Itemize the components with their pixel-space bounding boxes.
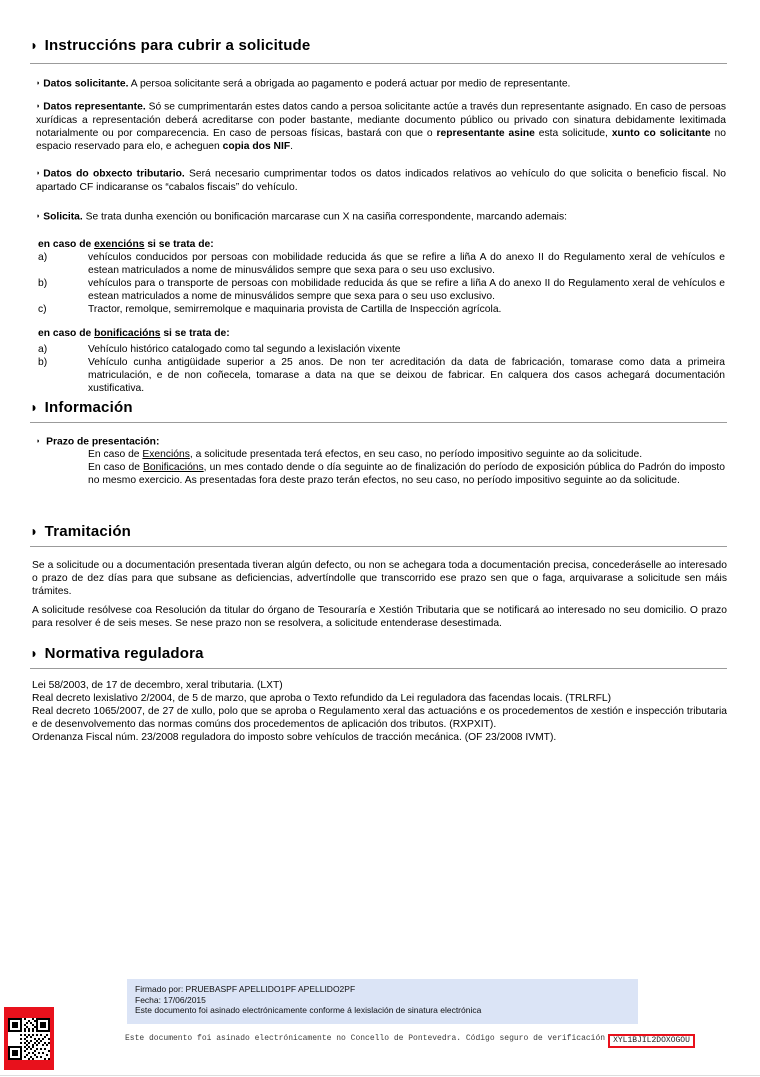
heading-instructions <box>30 37 727 54</box>
normativa-line: Real decreto 1065/2007, de 27 de xullo, polo que se aproba o Regulamento xeral das actuacións e os procedementos de xestión e inspección tributaria e de desenvolvemento das normas comúns dos procedementos de aplicación dos tributos. (RXPXIT). <box>32 706 727 730</box>
heading-normativa-label: Normativa reguladora <box>44 645 204 662</box>
exencions-list <box>38 251 725 316</box>
section-bullet-icon: ◗ <box>30 37 39 53</box>
verification-footer <box>125 1034 745 1048</box>
line-keyword: Bonificacións <box>143 462 204 473</box>
paragraph-text: Só se cumprimentarán estes datos cando a persoa solicitante actúe a través dun representante asignado. En caso de persoas xurídicas a representación deberá acreditarse con poder bastante, mediante documento público ou privado con sinatura debidamente lexitimada notarialmente ou por comparecencia. En caso de persoas físicas, bastará con que o <box>36 101 727 139</box>
paragraph-label: Datos representante. <box>43 101 146 113</box>
list-item <box>38 356 725 395</box>
bonificacions-list <box>38 343 725 395</box>
paragraph-text: . <box>290 140 294 152</box>
normativa-line: Real decreto lexislativo 2/2004, de 5 de marzo, que aproba o Texto refundido da Lei reguladora das facendas locais. (TRLRFL) <box>32 693 612 704</box>
list-item-key: b) <box>38 357 48 368</box>
prazo-line <box>88 461 725 487</box>
paragraph-text: no espacio reservado para elo, e acheguen <box>36 127 726 152</box>
prazo-line <box>88 448 725 461</box>
normativa-line: Ordenanza Fiscal núm. 23/2008 reguladora do imposto sobre vehículos de tracción mecánica. (OF 23/2008 IVMT). <box>32 732 557 743</box>
paragraph-datos-obxecto <box>36 167 726 194</box>
paragraph-datos-representante <box>36 100 726 153</box>
heading-informacion <box>30 399 727 416</box>
heading-text: en caso de <box>38 239 95 250</box>
paragraph-datos-solicitante <box>36 77 726 91</box>
heading-rule <box>30 63 727 64</box>
heading-tramitacion-label: Tramitación <box>44 523 132 540</box>
list-item <box>38 277 725 303</box>
paragraph-bold-text: representante asine <box>436 127 535 139</box>
heading-informacion-label: Información <box>44 399 133 416</box>
verification-text: Este documento foi asinado electrónicamente no Concello de Pontevedra. Código seguro de verificación <box>125 1034 606 1043</box>
item-bullet-icon: ◗ <box>36 170 41 177</box>
heading-instructions-label: Instruccións para cubrir a solicitude <box>44 37 311 54</box>
prazo-label <box>36 435 726 449</box>
list-item-text: Vehículo histórico catalogado como tal segundo a lexislación vixente <box>88 344 401 355</box>
item-bullet-icon: ◗ <box>36 80 41 87</box>
list-item-text: Vehículo cunha antigüidade superior a 25 anos. De non ter acreditación da data de fabricación, tomarase como data a primeira matriculación, e de non coñecela, tomarase a data na que se deixou de fabricar. En calquera dos casos achegará documentación xustificativa. <box>88 357 725 394</box>
bonificacions-heading <box>38 327 725 340</box>
paragraph-label: Datos do obxecto tributario. <box>43 168 185 180</box>
section-bullet-icon: ◗ <box>30 523 39 539</box>
page-bottom-edge <box>0 1075 760 1076</box>
heading-text: en caso de <box>38 328 95 339</box>
section-bullet-icon: ◗ <box>30 645 39 661</box>
heading-rule <box>30 422 727 423</box>
list-item-key: a) <box>38 252 48 263</box>
section-bullet-icon: ◗ <box>30 399 39 415</box>
normativa-list <box>32 679 727 744</box>
normativa-line: Lei 58/2003, de 17 de decembro, xeral tributaria. (LXT) <box>32 680 283 691</box>
list-item-key: a) <box>38 344 48 355</box>
verification-code-badge: XYL1BJIL2DOXOGOU <box>608 1034 695 1048</box>
paragraph-label: Prazo de presentación: <box>46 436 160 448</box>
signature-signed-by: Firmado por: PRUEBASPF APELLIDO1PF APELLIDO2PF <box>135 984 356 994</box>
paragraph-label: Solicita. <box>43 211 83 223</box>
list-item-text: vehículos para o transporte de persoas con mobilidade reducida ás que se refire a liña A do anexo II do Regulamento xeral de vehículos e estean matriculados a nome de minusválidos sempre que sexa para o seu uso exclusivo. <box>88 278 725 302</box>
heading-keyword: bonificacións <box>94 328 161 339</box>
line-keyword: Exencións <box>142 449 190 460</box>
heading-text: si se trata de: <box>160 328 230 339</box>
paragraph-bold-text: copia dos NIF <box>222 140 291 152</box>
paragraph-solicita <box>36 210 726 224</box>
heading-keyword: exencións <box>94 239 145 250</box>
tramitacion-paragraph-2: A solicitude resólvese coa Resolución da titular do órgano de Tesouraría e Xestión Tributaria que se notificará ao interesado no seu domicilio. O prazo para resolver é de seis meses. Se nese prazo non se resolvera, a solicitude entenderase desestimada. <box>32 605 727 629</box>
list-item <box>38 303 725 316</box>
prazo-lines <box>88 448 725 487</box>
signature-date: Fecha: 17/06/2015 <box>135 994 206 1005</box>
list-item <box>38 343 725 356</box>
item-bullet-icon: ◗ <box>36 213 41 220</box>
paragraph-bold-text: xunto co solicitante <box>611 127 711 139</box>
paragraph-text: Se trata dunha exención ou bonificación marcarase cun X na casiña correspondente, marcando ademais: <box>82 211 567 223</box>
line-text: En caso de <box>88 449 143 460</box>
list-item-key: c) <box>38 304 47 315</box>
line-text: En caso de <box>88 462 143 473</box>
paragraph-text: esta solicitude, <box>534 127 612 139</box>
paragraph-text: A persoa solicitante será a obrigada ao pagamento e poderá actuar por medio de representante. <box>128 78 571 90</box>
heading-tramitacion <box>30 523 727 540</box>
heading-rule <box>30 668 727 669</box>
list-item-text: vehículos conducidos por persoas con mobilidade reducida ás que se refire a liña A do anexo II do Regulamento xeral de vehículos e estean matriculados a nome de minusválidos sempre que sexa para o seu uso exclusivo. <box>88 252 725 276</box>
paragraph-label: Datos solicitante. <box>43 78 129 90</box>
exencions-heading <box>38 238 725 251</box>
list-item-key: b) <box>38 278 48 289</box>
heading-text: si se trata de: <box>144 239 214 250</box>
heading-rule <box>30 546 727 547</box>
paragraph-text: Será necesario cumprimentar todos os datos indicados relativos ao vehículo do que solicita o beneficio fiscal. No apartado CF indicaranse os “cabalos fiscais” do vehículo. <box>36 168 726 193</box>
item-bullet-icon: ◗ <box>36 438 41 445</box>
signature-note: Este documento foi asinado electrónicamente conforme á lexislación de sinatura electrónica <box>135 1005 482 1015</box>
signature-box <box>127 979 638 1024</box>
heading-normativa <box>30 645 727 662</box>
tramitacion-paragraph-1: Se a solicitude ou a documentación presentada tiveran algún defecto, ou non se achegara toda a documentación precisa, concederáselle ao interesado o prazo de dez días para que subsane as deficiencias, advertíndolle que transcorrido ese prazo sen que o faga, arquivarase a solicitude sen máis trámites. <box>32 560 727 597</box>
qr-code-icon <box>4 1007 54 1070</box>
list-item <box>38 251 725 277</box>
list-item-text: Tractor, remolque, semirremolque e maquinaria provista de Cartilla de Inspección agrícola. <box>88 304 502 315</box>
line-text: , a solicitude presentada terá efectos, en seu caso, no período impositivo seguinte ao da solicitude. <box>189 449 643 460</box>
item-bullet-icon: ◗ <box>36 103 41 110</box>
line-text: , un mes contado dende o día seguinte ao de finalización do período de exposición pública do Padrón do imposto no mesmo exercicio. As presentadas fora deste prazo terán efectos, no seu caso, no período impositivo seguinte ao da solicitude. <box>88 462 725 486</box>
